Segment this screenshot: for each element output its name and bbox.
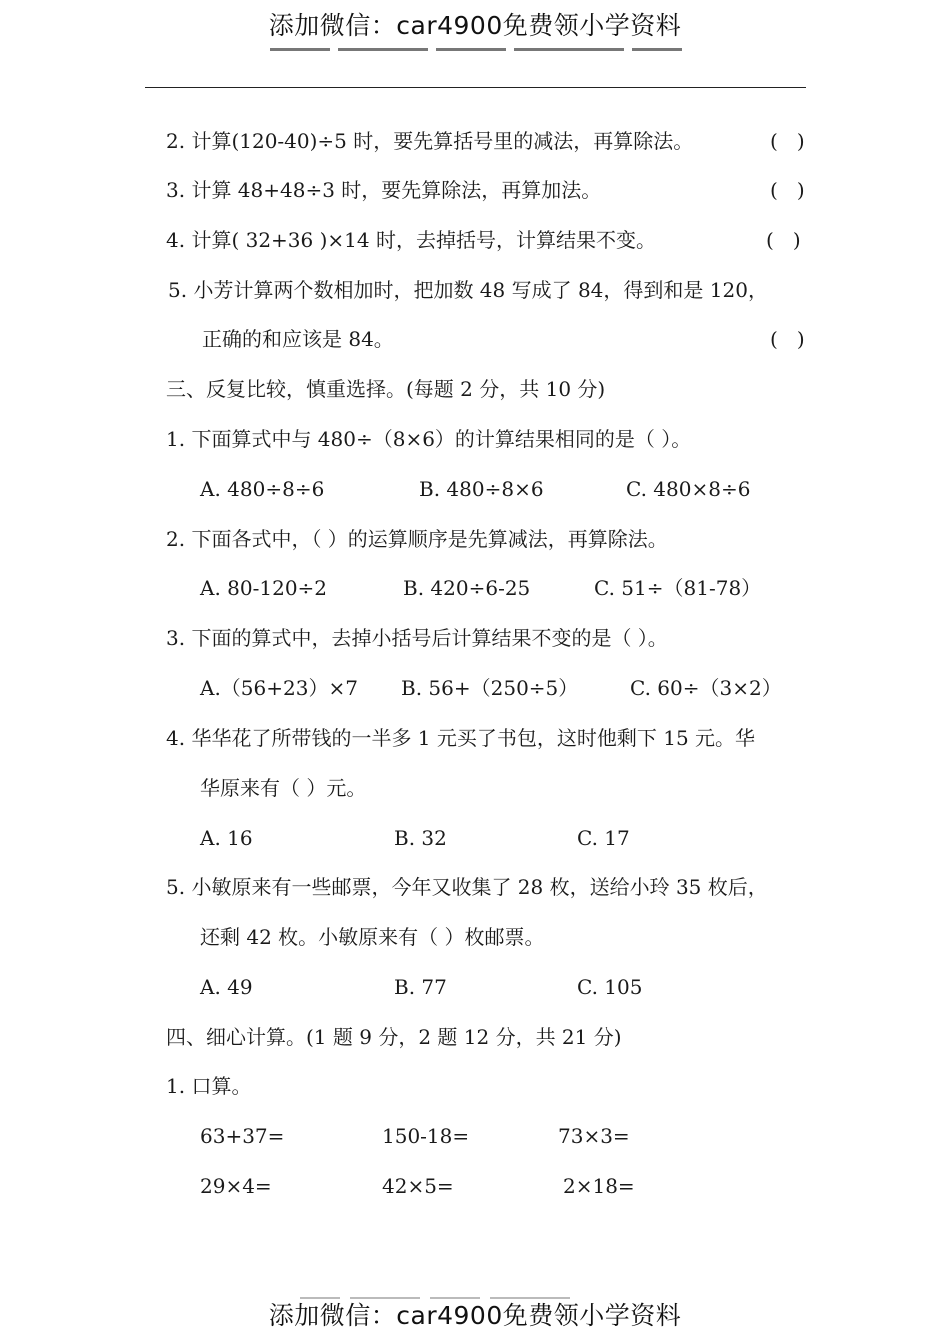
oral-calc-item: 63+37= xyxy=(200,1124,285,1148)
option-c[interactable]: C. 17 xyxy=(577,826,630,850)
option-c[interactable]: C. 51÷（81-78） xyxy=(594,576,762,600)
section-3-title: 三、反复比较，慎重选择。(每题 2 分，共 10 分) xyxy=(166,377,606,401)
option-b[interactable]: B. 480÷8×6 xyxy=(419,477,544,501)
footer-watermark: 添加微信：car4900免费领小学资料 xyxy=(268,1301,682,1330)
answer-paren[interactable]: ( ) xyxy=(770,178,805,202)
tf-item-2: 2. 计算(120-40)÷5 时，要先算括号里的减法，再算除法。 xyxy=(166,129,694,153)
option-c[interactable]: C. 480×8÷6 xyxy=(626,477,751,501)
tf-item-4: 4. 计算( 32+36 )×14 时，去掉括号，计算结果不变。 xyxy=(166,228,656,252)
oral-calc-item: 2×18= xyxy=(563,1174,635,1198)
mc-question-5-continued: 还剩 42 枚。小敏原来有（ ）枚邮票。 xyxy=(200,925,545,949)
header-ghost-text xyxy=(270,36,690,54)
option-a[interactable]: A. 480÷8÷6 xyxy=(200,477,325,501)
option-a[interactable]: A.（56+23）×7 xyxy=(200,676,358,700)
header-rule xyxy=(145,87,806,88)
option-a[interactable]: A. 16 xyxy=(200,826,253,850)
answer-paren[interactable]: ( ) xyxy=(770,327,805,351)
option-b[interactable]: B. 420÷6-25 xyxy=(403,576,531,600)
option-b[interactable]: B. 32 xyxy=(394,826,447,850)
mc-question-5: 5. 小敏原来有一些邮票，今年又收集了 28 枚，送给小玲 35 枚后， xyxy=(166,875,768,899)
tf-item-5: 5. 小芳计算两个数相加时，把加数 48 写成了 84，得到和是 120， xyxy=(168,278,768,302)
oral-calc-heading: 1. 口算。 xyxy=(166,1074,252,1098)
answer-paren[interactable]: ( ) xyxy=(770,129,805,153)
footer-ghost-text xyxy=(300,1284,660,1292)
option-a[interactable]: A. 49 xyxy=(200,975,253,999)
oral-calc-item: 29×4= xyxy=(200,1174,272,1198)
mc-question-3: 3. 下面的算式中，去掉小括号后计算结果不变的是（ ）。 xyxy=(166,626,668,650)
option-b[interactable]: B. 77 xyxy=(394,975,447,999)
mc-question-1: 1. 下面算式中与 480÷（8×6）的计算结果相同的是（ ）。 xyxy=(166,427,692,451)
tf-item-3: 3. 计算 48+48÷3 时，要先算除法，再算加法。 xyxy=(166,178,602,202)
option-a[interactable]: A. 80-120÷2 xyxy=(200,576,328,600)
option-b[interactable]: B. 56+（250÷5） xyxy=(401,676,579,700)
tf-item-5-continued: 正确的和应该是 84。 xyxy=(202,327,394,351)
option-c[interactable]: C. 105 xyxy=(577,975,643,999)
header-watermark: 添加微信：car4900免费领小学资料 xyxy=(268,11,682,40)
mc-question-4-continued: 华原来有（ ）元。 xyxy=(200,776,367,800)
answer-paren[interactable]: ( ) xyxy=(766,228,801,252)
option-c[interactable]: C. 60÷（3×2） xyxy=(630,676,782,700)
mc-question-2: 2. 下面各式中，（ ）的运算顺序是先算减法，再算除法。 xyxy=(166,527,668,551)
section-4-title: 四、细心计算。(1 题 9 分，2 题 12 分，共 21 分) xyxy=(166,1025,622,1049)
mc-question-4: 4. 华华花了所带钱的一半多 1 元买了书包，这时他剩下 15 元。华 xyxy=(166,726,756,750)
oral-calc-item: 42×5= xyxy=(382,1174,454,1198)
oral-calc-item: 73×3= xyxy=(558,1124,630,1148)
oral-calc-item: 150-18= xyxy=(382,1124,470,1148)
